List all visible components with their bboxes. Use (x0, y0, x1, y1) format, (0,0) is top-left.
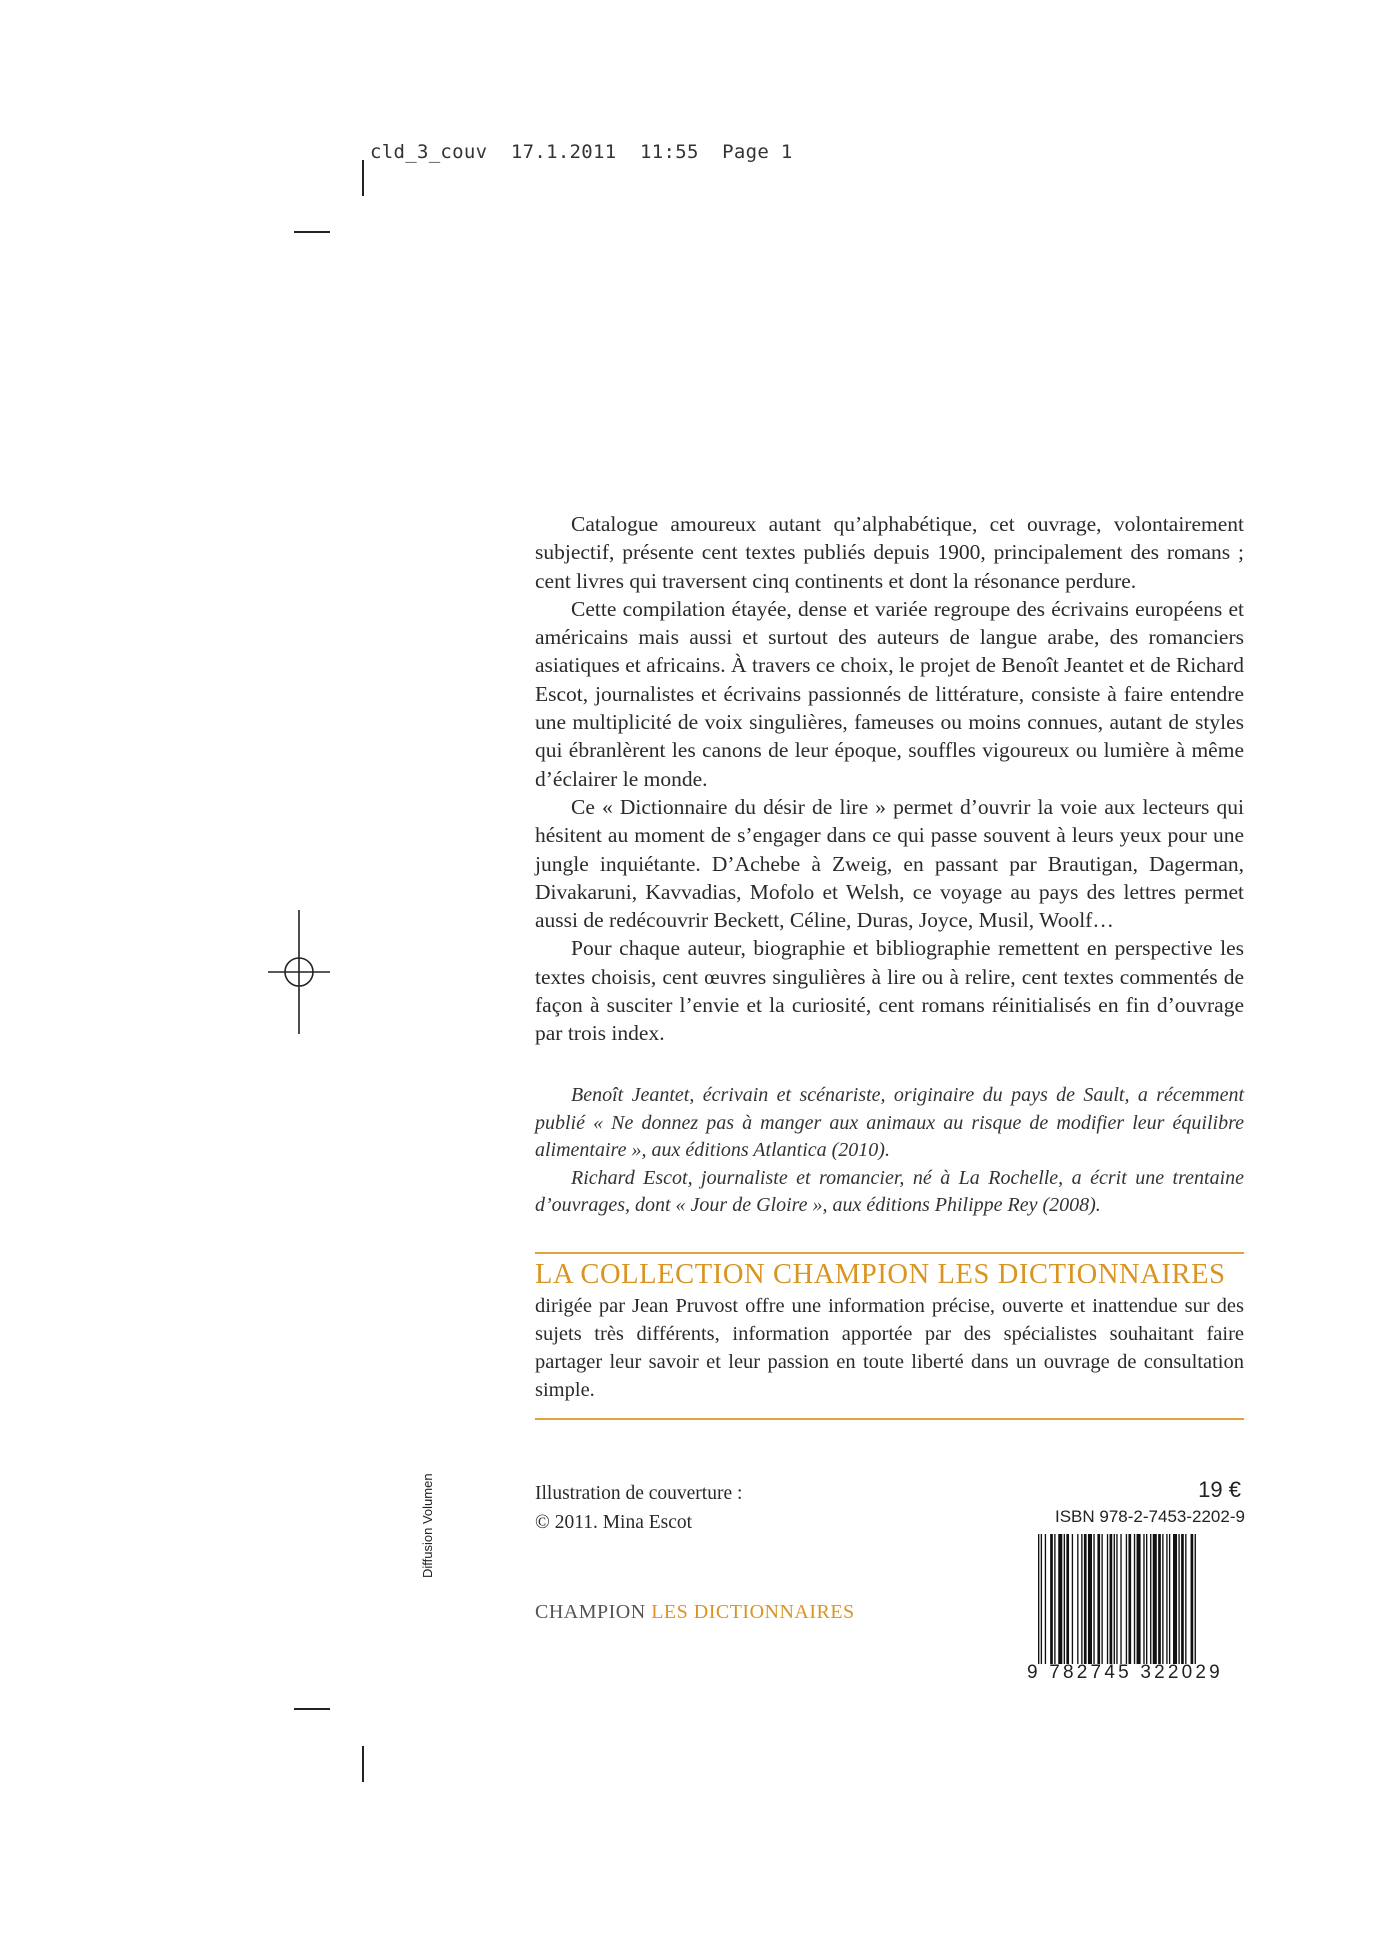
barcode-bar (1093, 1534, 1094, 1664)
barcode-bar (1038, 1534, 1039, 1664)
author-bios (535, 1082, 1244, 1220)
barcode-bar (1169, 1534, 1170, 1664)
barcode-bar (1116, 1534, 1117, 1664)
author-bio: Benoît Jeantet, écrivain et scénariste, originaire du pays de Sault, a récemment publié « Ne donnez pas à manger aux animaux au risque de modifier leur équilibre alimentaire », aux éditions Atlantica (2010). (535, 1084, 1244, 1162)
barcode-bar (1146, 1534, 1147, 1664)
barcode-digits: 9 782745 322029 (1027, 1662, 1223, 1683)
barcode-bar (1134, 1534, 1135, 1664)
barcode-icon (1036, 1534, 1246, 1664)
barcode-bar (1081, 1534, 1082, 1664)
barcode-bar (1126, 1534, 1127, 1664)
crop-mark-top-horizontal (294, 231, 330, 233)
barcode-bar (1088, 1534, 1092, 1664)
barcode-bar (1114, 1534, 1115, 1664)
barcode-bar (1077, 1534, 1078, 1664)
cover-credit-copyright: © 2011. Mina Escot (535, 1512, 693, 1533)
barcode-bar (1178, 1534, 1179, 1664)
barcode-bar (1058, 1534, 1062, 1664)
cover-credit-label: Illustration de couverture : (535, 1483, 743, 1504)
barcode-bar (1143, 1534, 1144, 1664)
barcode-bar (1064, 1534, 1065, 1664)
barcode-bar (1162, 1534, 1163, 1664)
registration-mark-icon (268, 910, 330, 1034)
description-paragraph: Ce « Dictionnaire du désir de lire » permet d’ouvrir la voie aux lecteurs qui hésitent au moment de s’engager dans ce qui passe souvent à leurs yeux pour une jungle inquiétante. D’Achebe à Zweig, en passant par Brautigan, Dagerman, Divakaruni, Kavvadias, Mofolo et Welsh, ce voyage au pays des lettres permet aussi de redécouvrir Beckett, Céline, Duras, Joyce, Musil, Woolf… (535, 794, 1244, 933)
cover-credit (535, 1479, 742, 1537)
barcode-bar (1158, 1534, 1161, 1664)
publisher-imprint (535, 1601, 855, 1624)
crop-mark-top-vertical (362, 160, 364, 196)
imprint-champion: CHAMPION (535, 1601, 646, 1623)
barcode-bar (1128, 1534, 1131, 1664)
distributor-label: Diffusion Volumen (420, 1473, 435, 1578)
barcode-bar (1181, 1534, 1184, 1664)
barcode-bar (1110, 1534, 1113, 1664)
barcode-bar (1191, 1534, 1194, 1664)
barcode-bar (1041, 1534, 1042, 1664)
imprint-dictionnaires: LES DICTIONNAIRES (651, 1601, 855, 1623)
barcode-bar (1107, 1534, 1108, 1664)
description-paragraph: Catalogue amoureux autant qu’alphabétique, cet ouvrage, volontairement subjectif, présente cent textes publiés depuis 1900, principalement des romans ; cent livres qui traversent cinq continents et dont la résonance perdure. (535, 512, 1244, 593)
barcode-bar (1045, 1534, 1046, 1664)
barcode-bar (1153, 1534, 1157, 1664)
isbn: ISBN 978-2-7453-2202-9 (1055, 1507, 1245, 1526)
collection-title: LA COLLECTION CHAMPION LES DICTIONNAIRES (535, 1259, 1226, 1290)
barcode-bar (1097, 1534, 1100, 1664)
barcode-bar (1195, 1534, 1196, 1664)
description-paragraph: Pour chaque auteur, biographie et bibliographie remettent en perspective les textes choisis, cent œuvres singulières à lire ou à relire, cent textes commentés de façon à susciter l’envie et la curiosité, cent romans réinitialisés en fin d’ouvrage par trois index. (535, 936, 1244, 1046)
crop-mark-bottom-vertical (362, 1746, 364, 1782)
barcode-bar (1150, 1534, 1151, 1664)
price: 19 € (1198, 1477, 1241, 1502)
collection-description: dirigée par Jean Pruvost offre une information précise, ouverte et inattendue sur des sujets très différents, information apportée par des spécialistes souhaitant faire partager leur savoir et leur passion en toute liberté dans un ouvrage de consultation simple. (535, 1295, 1244, 1401)
collection-top-rule (535, 1252, 1244, 1254)
slug-line: cld_3_couv 17.1.2011 11:55 Page 1 (370, 141, 793, 163)
collection-block (535, 1258, 1244, 1404)
barcode-bar (1050, 1534, 1053, 1664)
description-text (535, 510, 1244, 1048)
barcode-bar (1166, 1534, 1167, 1664)
barcode-bar (1084, 1534, 1087, 1664)
crop-mark-bottom-horizontal (294, 1708, 330, 1710)
barcode-bar (1054, 1534, 1055, 1664)
barcode-bar (1173, 1534, 1177, 1664)
barcode-bar (1137, 1534, 1141, 1664)
collection-bottom-rule (535, 1418, 1244, 1420)
author-bio: Richard Escot, journaliste et romancier, né à La Rochelle, a écrit une trentaine d’ouvrages, dont « Jour de Gloire », aux éditions Philippe Rey (2008). (535, 1166, 1244, 1217)
barcode-bar (1101, 1534, 1102, 1664)
barcode-bar (1185, 1534, 1186, 1664)
barcode-bar (1066, 1534, 1069, 1664)
description-paragraph: Cette compilation étayée, dense et variée regroupe des écrivains européens et américains mais aussi et surtout des auteurs de langue arabe, des romanciers asiatiques et africains. À travers ce choix, le projet de Benoît Jeantet et de Richard Escot, journalistes et écrivains passionnés de littérature, consiste à faire entendre une multiplicité de voix singulières, fameuses ou moins connues, autant de styles qui ébranlèrent les canons de leur époque, souffles vigoureux ou lumière à même d’éclairer le monde. (535, 596, 1244, 791)
barcode-bar (1072, 1534, 1073, 1664)
barcode-bar (1120, 1534, 1121, 1664)
